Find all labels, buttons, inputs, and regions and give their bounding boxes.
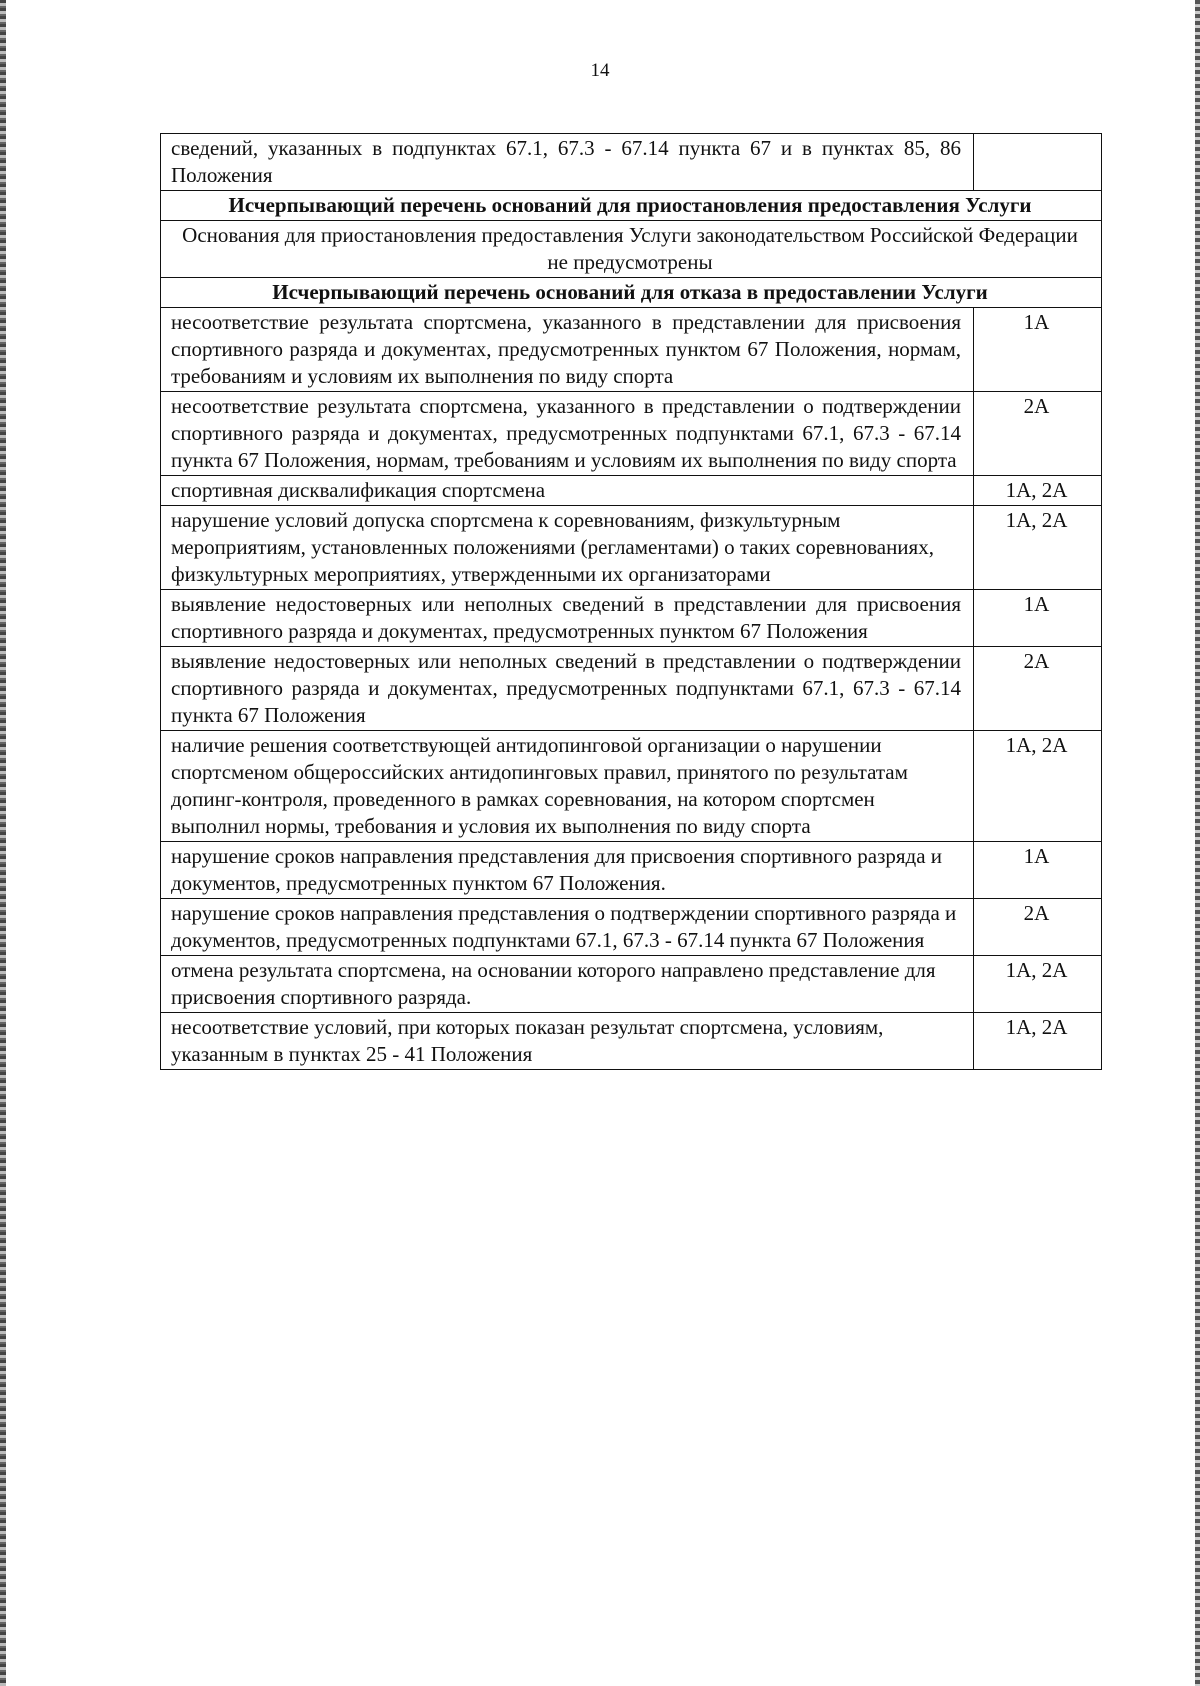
scan-edge-left [0, 0, 6, 1686]
table-row [161, 647, 1102, 731]
carryover-code [974, 134, 1102, 191]
ground-text: отмена результата спортсмена, на основании которого направлено представление для присвоения спортивного разряда. [161, 956, 974, 1013]
table-row-suspension-heading [161, 191, 1102, 221]
suspension-note: Основания для приостановления предоставления Услуги законодательством Российской Федерации не предусмотрены [161, 221, 1102, 278]
ground-text: несоответствие результата спортсмена, указанного в представлении для присвоения спортивного разряда и документах, предусмотренных пунктом 67 Положения, нормам, требованиям и условиям их выполнения по виду спорта [161, 308, 974, 392]
ground-code: 1А [974, 308, 1102, 392]
grounds-table [160, 133, 1102, 1070]
ground-text: выявление недостоверных или неполных сведений в представлении для присвоения спортивного разряда и документах, предусмотренных пунктом 67 Положения [161, 590, 974, 647]
table-row [161, 590, 1102, 647]
ground-text: наличие решения соответствующей антидопинговой организации о нарушении спортсменом общероссийских антидопинговых правил, принятого по результатам допинг-контроля, проведенного в рамках соревнования, на котором спортсмен выполнил нормы, требования и условия их выполнения по виду спорта [161, 731, 974, 842]
ground-code: 1А [974, 590, 1102, 647]
ground-code: 1А, 2А [974, 476, 1102, 506]
ground-code: 1А, 2А [974, 956, 1102, 1013]
ground-code: 1А, 2А [974, 731, 1102, 842]
ground-text: несоответствие условий, при которых показан результат спортсмена, условиям, указанным в пунктах 25 - 41 Положения [161, 1013, 974, 1070]
table-row-refusal-heading [161, 278, 1102, 308]
page-number: 14 [590, 60, 610, 81]
table-row-carryover [161, 134, 1102, 191]
ground-text: спортивная дисквалификация спортсмена [161, 476, 974, 506]
carryover-text: сведений, указанных в подпунктах 67.1, 67.3 - 67.14 пункта 67 и в пунктах 85, 86 Положения [161, 134, 974, 191]
table-row [161, 899, 1102, 956]
table-row [161, 956, 1102, 1013]
ground-code: 2А [974, 899, 1102, 956]
table-row [161, 731, 1102, 842]
table-row-suspension-note [161, 221, 1102, 278]
ground-text: нарушение сроков направления представления для присвоения спортивного разряда и документов, предусмотренных пунктом 67 Положения. [161, 842, 974, 899]
table-row [161, 506, 1102, 590]
table-row [161, 842, 1102, 899]
table-row [161, 1013, 1102, 1070]
refusal-heading: Исчерпывающий перечень оснований для отказа в предоставлении Услуги [161, 278, 1102, 308]
ground-code: 1А [974, 842, 1102, 899]
ground-code: 1А, 2А [974, 1013, 1102, 1070]
ground-text: несоответствие результата спортсмена, указанного в представлении о подтверждении спортивного разряда и документах, предусмотренных подпунктами 67.1, 67.3 - 67.14 пункта 67 Положения, нормам, требованиям и условиям их выполнения по виду спорта [161, 392, 974, 476]
table-row [161, 476, 1102, 506]
table-row [161, 392, 1102, 476]
table-row [161, 308, 1102, 392]
ground-code: 1А, 2А [974, 506, 1102, 590]
ground-text: выявление недостоверных или неполных сведений в представлении о подтверждении спортивного разряда и документах, предусмотренных подпунктами 67.1, 67.3 - 67.14 пункта 67 Положения [161, 647, 974, 731]
suspension-heading: Исчерпывающий перечень оснований для приостановления предоставления Услуги [161, 191, 1102, 221]
ground-code: 2А [974, 392, 1102, 476]
ground-text: нарушение сроков направления представления о подтверждении спортивного разряда и документов, предусмотренных подпунктами 67.1, 67.3 - 67.14 пункта 67 Положения [161, 899, 974, 956]
scan-edge-right [1195, 0, 1200, 1686]
ground-code: 2А [974, 647, 1102, 731]
ground-text: нарушение условий допуска спортсмена к соревнованиям, физкультурным мероприятиям, установленных положениями (регламентами) о таких соревнованиях, физкультурных мероприятиях, утвержденными их организаторами [161, 506, 974, 590]
